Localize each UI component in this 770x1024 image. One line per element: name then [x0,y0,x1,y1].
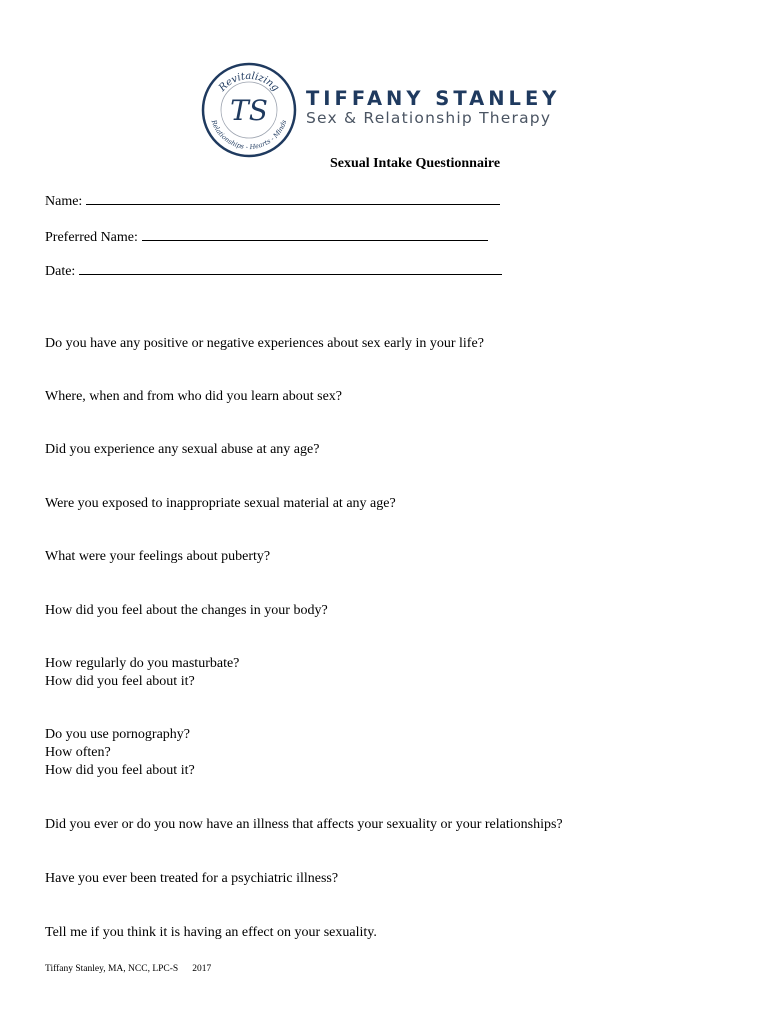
brand-tagline: Sex & Relationship Therapy [306,109,552,127]
question-4 [45,495,396,513]
logo-seal [200,62,298,158]
question-line: How regularly do you masturbate? [45,656,240,671]
date-field[interactable] [45,262,502,280]
question-line: How often? [45,745,111,760]
question-line: Have you ever been treated for a psychiatric illness? [45,871,339,886]
seal-bottom-text: Relationships - Hearts - Minds [209,118,289,152]
question-line: Were you exposed to inappropriate sexual material at any age? [45,496,396,511]
question-1 [45,335,484,353]
question-11 [45,924,377,942]
question-8 [45,726,195,780]
question-line: Did you experience any sexual abuse at any age? [45,442,320,457]
question-line: How did you feel about it? [45,763,195,778]
question-line: Do you use pornography? [45,727,191,742]
question-line: Where, when and from who did you learn about sex? [45,389,343,404]
name-field[interactable] [45,192,500,210]
date-line[interactable] [79,262,502,275]
preferred-name-field[interactable] [45,228,488,246]
footer-year: 2017 [192,964,212,974]
preferred-name-line[interactable] [142,228,488,241]
question-line: Tell me if you think it is having an effect on your sexuality. [45,925,377,940]
name-label: Name: [45,194,83,209]
question-line: How did you feel about it? [45,674,195,689]
question-line: How did you feel about the changes in your body? [45,603,328,618]
question-line: Do you have any positive or negative experiences about sex early in your life? [45,336,484,351]
seal-monogram: TS [230,94,268,127]
question-6 [45,602,328,620]
question-5 [45,548,270,566]
footer-author: Tiffany Stanley, MA, NCC, LPC-S [45,964,179,974]
question-line: What were your feelings about puberty? [45,549,271,564]
page-title: Sexual Intake Questionnaire [329,156,501,171]
question-line: Did you ever or do you now have an illness that affects your sexuality or your relationships? [45,817,563,832]
question-7 [45,655,239,691]
question-2 [45,388,342,406]
svg-text:Revitalizing [216,71,281,95]
question-9 [45,816,563,834]
date-label: Date: [45,264,76,279]
question-10 [45,870,338,888]
logo [200,62,570,158]
seal-top-text: Revitalizing [217,70,282,94]
footer [45,964,211,974]
brand-name: TIFFANY STANLEY [306,87,561,110]
name-line[interactable] [86,192,500,205]
preferred-name-label: Preferred Name: [45,230,138,245]
question-3 [45,441,319,459]
